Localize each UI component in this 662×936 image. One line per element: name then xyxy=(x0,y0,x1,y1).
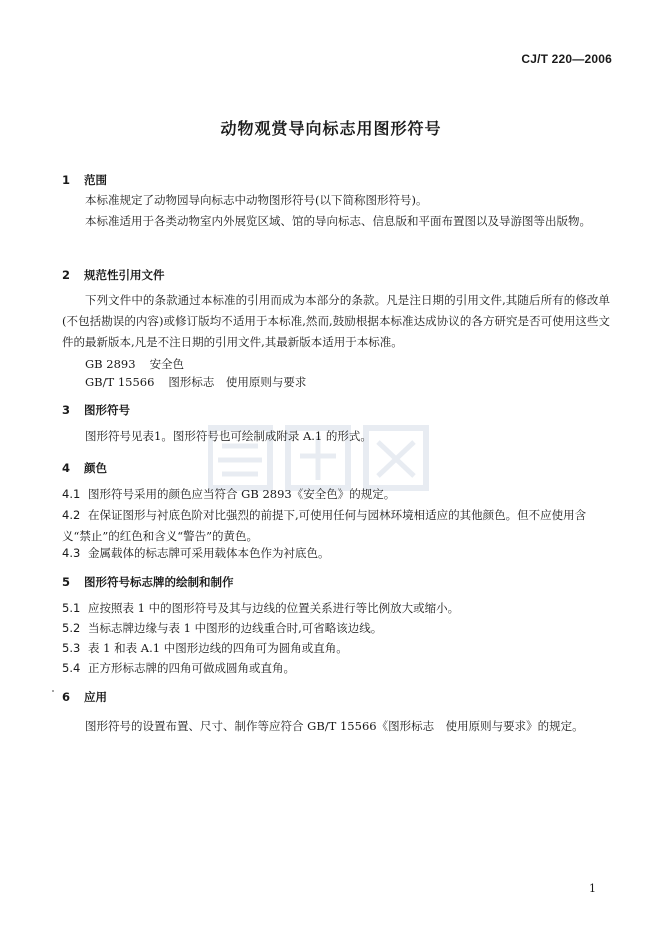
reference-code: GB/T 15566 xyxy=(85,375,155,389)
normative-reference-1 xyxy=(85,355,184,373)
clause-4-2 xyxy=(62,505,610,547)
clause-number: 4.2 xyxy=(62,508,81,522)
section-2-heading xyxy=(62,267,165,283)
section-3-heading xyxy=(62,402,130,418)
clause-number: 5.4 xyxy=(62,661,81,675)
clause-text: 当标志牌边缘与表 1 中图形的边线重合时,可省略该边线。 xyxy=(88,621,383,635)
section-number: 6 xyxy=(62,690,71,704)
page-number: 1 xyxy=(589,882,596,895)
clause-text: 应按照表 1 中的图形符号及其与边线的位置关系进行等比例放大或缩小。 xyxy=(88,601,460,615)
clause-text: 表 1 和表 A.1 中图形边线的四角可为圆角或直角。 xyxy=(88,641,348,655)
clause-text: 金属载体的标志牌可采用载体本色作为衬底色。 xyxy=(88,546,330,560)
section-title: 应用 xyxy=(84,690,107,704)
section-3-paragraph-1: 图形符号见表1。图形符号也可绘制成附录 A.1 的形式。 xyxy=(85,429,372,443)
section-1-paragraph-2: 本标准适用于各类动物室内外展览区域、馆的导向标志、信息版和平面布置图以及导游图等出版物。 xyxy=(85,214,591,228)
section-number: 4 xyxy=(62,461,71,475)
clause-5-2 xyxy=(62,618,610,639)
clause-number: 5.3 xyxy=(62,641,81,655)
clause-4-1 xyxy=(62,484,610,505)
standard-code: CJ/T 220—2006 xyxy=(521,52,612,66)
section-title: 图形符号标志牌的绘制和制作 xyxy=(84,575,234,589)
section-6-paragraph-1: 图形符号的设置布置、尺寸、制作等应符合 GB/T 15566《图形标志 使用原则与要求》的规定。 xyxy=(85,719,584,733)
clause-text: 正方形标志牌的四角可做成圆角或直角。 xyxy=(88,661,295,675)
document-title: 动物观赏导向标志用图形符号 xyxy=(220,119,442,138)
clause-number: 4.3 xyxy=(62,546,81,560)
section-title: 颜色 xyxy=(84,461,107,475)
clause-4-3 xyxy=(62,543,610,564)
clause-5-3 xyxy=(62,638,610,659)
clause-5-1 xyxy=(62,598,610,619)
clause-number: 5.1 xyxy=(62,601,81,615)
reference-title: 安全色 xyxy=(149,357,185,371)
section-6-heading xyxy=(62,689,107,705)
section-title: 图形符号 xyxy=(84,403,130,417)
section-number: 5 xyxy=(62,575,71,589)
section-4-heading xyxy=(62,460,107,476)
clause-text: 图形符号采用的颜色应当符合 GB 2893《安全色》的规定。 xyxy=(88,487,396,501)
section-title: 规范性引用文件 xyxy=(84,268,165,282)
clause-number: 5.2 xyxy=(62,621,81,635)
scan-speck xyxy=(52,690,54,692)
section-number: 2 xyxy=(62,268,71,282)
section-1-heading xyxy=(62,172,107,188)
clause-text: 在保证图形与衬底色阶对比强烈的前提下,可使用任何与园林环境相适应的其他颜色。但不应使用含义“禁止”的红色和含义“警告”的黄色。 xyxy=(62,508,587,543)
section-title: 范围 xyxy=(84,173,107,187)
reference-code: GB 2893 xyxy=(85,357,136,371)
reference-title: 图形标志 使用原则与要求 xyxy=(168,375,307,389)
section-5-heading xyxy=(62,574,234,590)
section-1-paragraph-1: 本标准规定了动物园导向标志中动物图形符号(以下简称图形符号)。 xyxy=(85,193,428,207)
section-number: 3 xyxy=(62,403,71,417)
section-number: 1 xyxy=(62,173,71,187)
clause-number: 4.1 xyxy=(62,487,81,501)
section-2-paragraph-1: 下列文件中的条款通过本标准的引用而成为本部分的条款。凡是注日期的引用文件,其随后所有的修改单(不包括勘误的内容)或修订版均不适用于本标准,然而,鼓励根据本标准达成协议的各方研究是否可使用这些文件的最新版本,凡是不注日期的引用文件,其最新版本适用于本标准。 xyxy=(62,293,610,349)
clause-5-4 xyxy=(62,658,610,679)
normative-reference-2 xyxy=(85,373,306,391)
